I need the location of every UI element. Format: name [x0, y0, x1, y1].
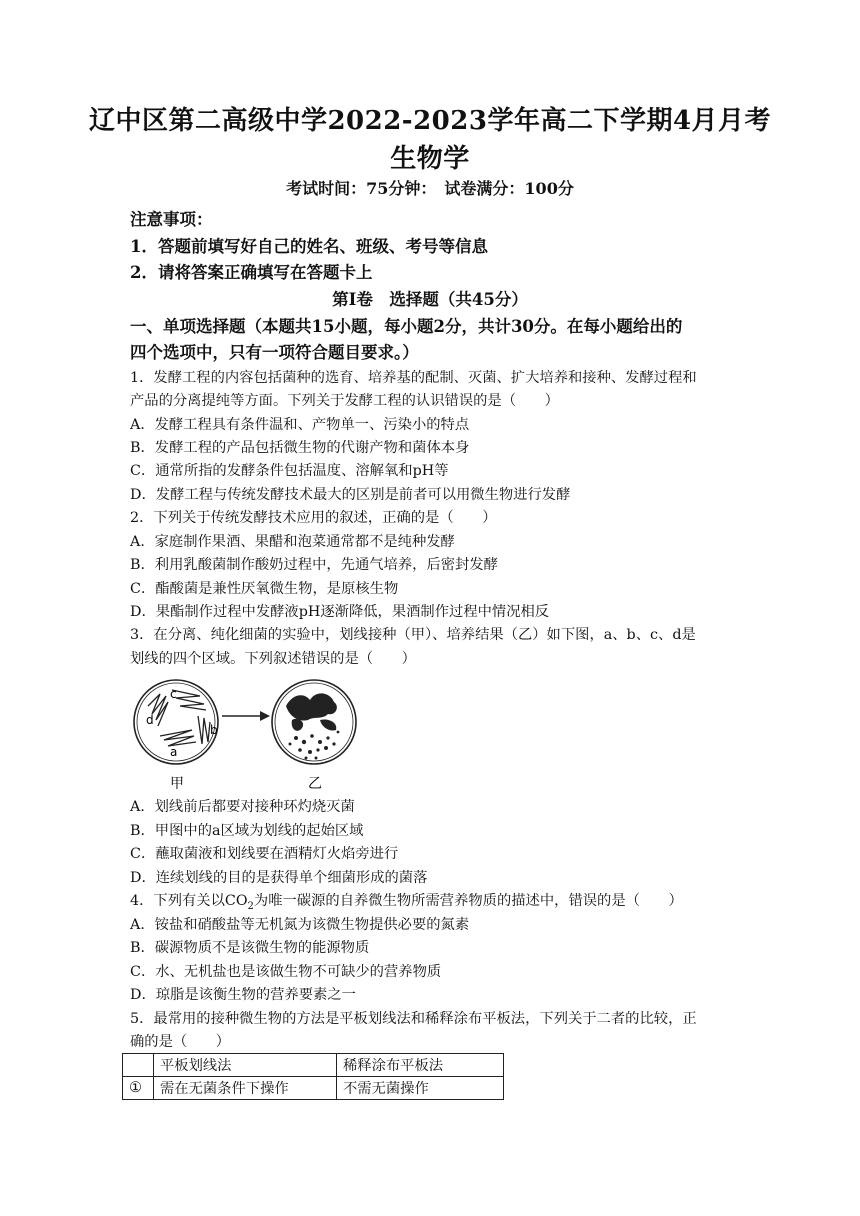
part-heading: 四个选项中，只有一项符合题目要求。） — [130, 343, 419, 362]
region-label-b: b — [210, 723, 218, 737]
region-label-a: a — [170, 745, 178, 759]
section-title: 第Ⅰ卷 选择题（共45分） — [332, 290, 528, 309]
table-header-cell — [123, 1054, 154, 1077]
streak-plate-jia — [134, 680, 218, 764]
question-stem: 确的是（ ） — [130, 1034, 231, 1050]
question-option: D．果酯制作过程中发酵液pH逐渐降低，果酒制作过程中情况相反 — [130, 604, 550, 620]
question-stem: 3．在分离、纯化细菌的实验中，划线接种（甲）、培养结果（乙）如下图，a、b、c、d是 — [130, 627, 696, 643]
question-stem: 产品的分离提纯等方面。下列关于发酵工程的认识错误的是（ ） — [130, 393, 559, 409]
notes-heading: 注意事项： — [130, 210, 213, 229]
question-option: C．通常所指的发酵条件包括温度、溶解氧和pH等 — [130, 463, 449, 479]
question-option: B．甲图中的a区域为划线的起始区域 — [130, 823, 364, 839]
question-stem: 5．最常用的接种微生物的方法是平板划线法和稀释涂布平板法，下列关于二者的比较，正 — [130, 1011, 697, 1027]
question-option: C．蘸取菌液和划线要在酒精灯火焰旁进行 — [130, 846, 399, 862]
table-cell: 不需无菌操作 — [337, 1077, 504, 1100]
notes-item: 1．答题前填写好自己的姓名、班级、考号等信息 — [130, 237, 488, 256]
stem-part: 为唯一碳源的自养微生物所需营养物质的描述中，错误的是（ ） — [253, 893, 683, 909]
notes-item: 2．请将答案正确填写在答题卡上 — [130, 263, 373, 282]
question-stem: 划线的四个区域。下列叙述错误的是（ ） — [130, 651, 416, 667]
table-header-cell: 稀释涂布平板法 — [337, 1054, 504, 1077]
question-stem — [130, 890, 683, 912]
part-heading: 一、单项选择题（本题共15小题，每小题2分，共计30分。在每小题给出的 — [130, 317, 683, 336]
stem-part: 4．下列有关以CO — [130, 893, 248, 909]
question-option: D．琼脂是该衡生物的营养要素之一 — [130, 987, 356, 1003]
question-option: B．利用乳酸菌制作酸奶过程中，先通气培养，后密封发酵 — [130, 557, 498, 573]
question-stem: 1．发酵工程的内容包括菌种的选育、培养基的配制、灭菌、扩大培养和接种、发酵过程和 — [130, 370, 697, 386]
exam-info: 考试时间：75分钟： 试卷满分：100分 — [286, 179, 574, 198]
question-stem: 2．下列关于传统发酵技术应用的叙述，正确的是（ ） — [130, 510, 497, 526]
table-cell: ① — [123, 1077, 154, 1100]
table-cell: 需在无菌条件下操作 — [154, 1077, 337, 1100]
question-option: A．家庭制作果酒、果醋和泡菜通常都不是纯种发酵 — [130, 534, 455, 550]
subscript: 2 — [247, 900, 254, 912]
streak-plate-figure — [130, 676, 362, 794]
question-option: B．发酵工程的产品包括微生物的代谢产物和菌体本身 — [130, 440, 470, 456]
figure-caption-jia: 甲 — [170, 776, 184, 792]
question-option: A．划线前后都要对接种环灼烧灭菌 — [130, 799, 355, 815]
figure-caption-yi: 乙 — [308, 776, 322, 792]
question-option: C．水、无机盐也是该做生物不可缺少的营养物质 — [130, 964, 442, 980]
region-label-c: c — [170, 687, 177, 701]
question-option: A．发酵工程具有条件温和、产物单一、污染小的特点 — [130, 417, 470, 433]
question-option: D．连续划线的目的是获得单个细菌形成的菌落 — [130, 870, 428, 886]
table-row — [123, 1077, 504, 1100]
arrow-icon — [222, 711, 270, 721]
exam-title: 辽中区第二高级中学2022-2023学年高二下学期4月月考 — [88, 106, 772, 136]
exam-subject: 生物学 — [390, 144, 470, 174]
culture-plate-yi — [272, 680, 356, 764]
table-header-cell: 平板划线法 — [154, 1054, 337, 1077]
question-option: B．碳源物质不是该微生物的能源物质 — [130, 940, 370, 956]
comparison-table — [122, 1053, 504, 1100]
question-option: D．发酵工程与传统发酵技术最大的区别是前者可以用微生物进行发酵 — [130, 487, 571, 503]
question-option: A．铵盐和硝酸盐等无机氮为该微生物提供必要的氮素 — [130, 917, 470, 933]
table-header-row — [123, 1054, 504, 1077]
region-label-d: d — [146, 713, 154, 727]
question-option: C．酯酸菌是兼性厌氧微生物，是原核生物 — [130, 581, 399, 597]
